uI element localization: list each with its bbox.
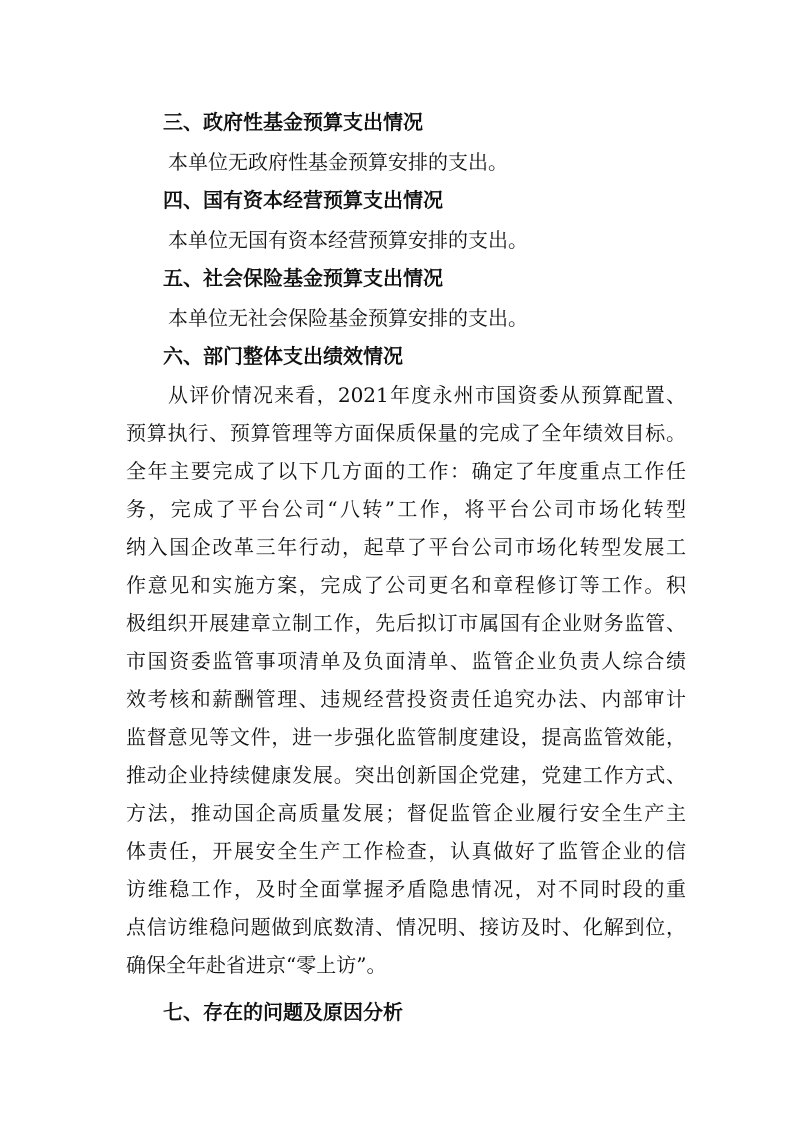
paragraph-line: 预算执行、预算管理等方面保质保量的完成了全年绩效目标。 xyxy=(126,421,686,445)
paragraph-line: 方法，推动国企高质量发展；督促监管企业履行安全生产主 xyxy=(126,801,686,825)
paragraph-line: 效考核和薪酬管理、违规经营投资责任追究办法、内部审计 xyxy=(126,687,686,711)
paragraph-line: 访维稳工作，及时全面掌握矛盾隐患情况，对不同时段的重 xyxy=(126,877,686,901)
paragraph-line: 作意见和实施方案，完成了公司更名和章程修订等工作。积 xyxy=(126,573,686,597)
section-text-3: 本单位无政府性基金预算安排的支出。 xyxy=(168,150,508,174)
section-heading-6: 六、部门整体支出绩效情况 xyxy=(163,344,403,368)
section-text-4: 本单位无国有资本经营预算安排的支出。 xyxy=(168,228,528,252)
paragraph-line: 从评价情况来看，2021年度永州市国资委从预算配置、 xyxy=(168,383,686,407)
section-heading-3: 三、政府性基金预算支出情况 xyxy=(163,110,423,134)
paragraph-line: 监督意见等文件，进一步强化监管制度建设，提高监管效能， xyxy=(126,725,686,749)
section-heading-4: 四、国有资本经营预算支出情况 xyxy=(163,188,443,212)
paragraph-line: 市国资委监管事项清单及负面清单、监管企业负责人综合绩 xyxy=(126,649,686,673)
paragraph-line: 务，完成了平台公司“八转”工作，将平台公司市场化转型 xyxy=(126,497,686,521)
paragraph-line: 纳入国企改革三年行动，起草了平台公司市场化转型发展工 xyxy=(126,535,686,559)
paragraph-line: 极组织开展建章立制工作，先后拟订市属国有企业财务监管、 xyxy=(126,611,686,635)
section-heading-7: 七、存在的问题及原因分析 xyxy=(163,1000,403,1024)
section-heading-5: 五、社会保险基金预算支出情况 xyxy=(163,266,443,290)
paragraph-line: 体责任，开展安全生产工作检查，认真做好了监管企业的信 xyxy=(126,839,686,863)
paragraph-line: 推动企业持续健康发展。突出创新国企党建，党建工作方式、 xyxy=(126,763,686,787)
paragraph-line: 点信访维稳问题做到底数清、情况明、接访及时、化解到位， xyxy=(126,915,686,939)
section-text-5: 本单位无社会保险基金预算安排的支出。 xyxy=(168,306,528,330)
paragraph-line: 全年主要完成了以下几方面的工作：确定了年度重点工作任 xyxy=(126,459,686,483)
paragraph-line: 确保全年赴省进京“零上访”。 xyxy=(126,953,387,977)
